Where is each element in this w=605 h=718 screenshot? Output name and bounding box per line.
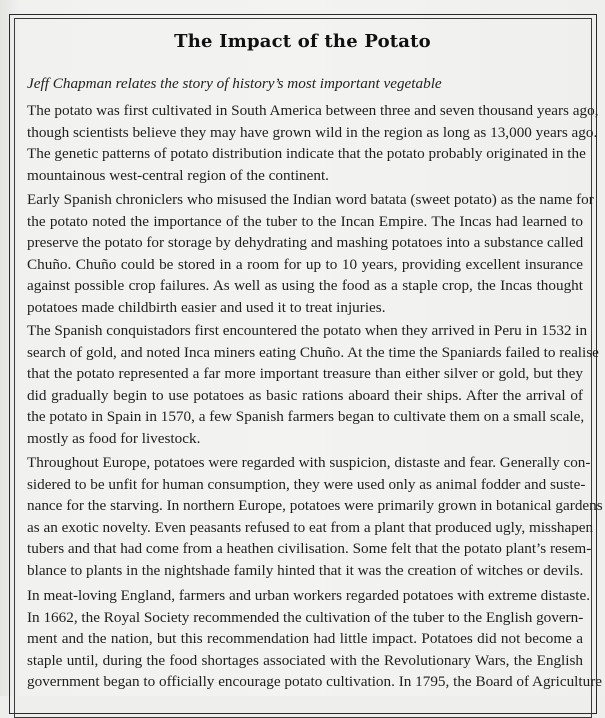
- text-line: search of gold, and noted Inca miners eating Chuño. At the time the Spaniards failed to realise: [27, 343, 599, 361]
- text-line: did gradually begin to use potatoes as basic rations aboard their ships. After the arrival of: [27, 386, 583, 404]
- text-line: mostly as food for livestock.: [27, 429, 201, 447]
- text-line: government began to officially encourage potato cultivation. In 1795, the Board of Agriculture: [27, 673, 602, 690]
- article-title: The Impact of the Potato: [174, 31, 431, 52]
- text-line: nance for the starving. In northern Europe, potatoes were primarily grown in botanical gardens: [27, 497, 603, 514]
- text-line: sidered to be unfit for human consumption, they were used only as animal fodder and suste-: [27, 475, 586, 493]
- text-line: though scientists believe they may have grown wild in the region as long as 13,000 years ago.: [27, 123, 598, 141]
- text-line: In 1662, the Royal Society recommended the cultivation of the tuber to the English govern-: [27, 608, 584, 626]
- text-line: The Spanish conquistadors first encountered the potato when they arrived in Peru in 1532 in: [27, 322, 588, 339]
- text-line: mountainous west-central region of the continent.: [27, 166, 329, 184]
- article-subtitle: Jeff Chapman relates the story of history’s most important vegetable: [27, 75, 442, 92]
- text-line: preserve the potato for storage by dehydrating and mashing potatoes into a substance called: [27, 234, 584, 251]
- text-line: the potato noted the importance of the tuber to the Incan Empire. The Incas had learned to: [27, 212, 583, 230]
- text-line: The potato was first cultivated in South America between three and seven thousand years ago,: [27, 102, 599, 119]
- text-line: against possible crop failures. As well as using the food as a staple crop, the Incas thought: [27, 277, 583, 294]
- text-line: Throughout Europe, potatoes were regarded with suspicion, distaste and fear. Generally con-: [27, 454, 591, 471]
- text-line: ment and the nation, but this recommendation had little impact. Potatoes did not become a: [27, 630, 583, 647]
- paragraph-3: [27, 320, 599, 449]
- text-line: In meat-loving England, farmers and urban workers regarded potatoes with extreme distaste.: [27, 587, 591, 604]
- text-line: the potato in Spain in 1570, a few Spanish farmers began to cultivate them on a small scale,: [27, 408, 585, 425]
- text-line: staple until, during the food shortages associated with the Revolutionary Wars, the English: [27, 651, 583, 669]
- text-line: that the potato represented a far more important treasure than either silver or gold, but they: [27, 365, 583, 382]
- text-line: The genetic patterns of potato distribution indicate that the potato probably originated in the: [27, 145, 586, 162]
- text-line: tubers and that had come from a heathen civilisation. Some felt that the potato plant’s resem-: [27, 540, 592, 557]
- text-line: blance to plants in the nightshade family hinted that it was the creation of witches or devils.: [27, 561, 584, 579]
- text-line: potatoes made childbirth easier and used it to treat injuries.: [27, 298, 386, 316]
- text-line: Early Spanish chroniclers who misused the Indian word batata (sweet potato) as the name for: [27, 191, 594, 208]
- paragraph-5: [27, 585, 602, 693]
- paragraph-1: [27, 100, 599, 186]
- paragraph-2: [27, 189, 594, 318]
- text-line: Chuño. Chuño could be stored in a room for up to 10 years, providing excellent insurance: [27, 255, 583, 273]
- paragraph-4: [27, 452, 603, 581]
- text-line: as an exotic novelty. Even peasants refused to eat from a plant that produced ugly, misshapen: [27, 518, 594, 536]
